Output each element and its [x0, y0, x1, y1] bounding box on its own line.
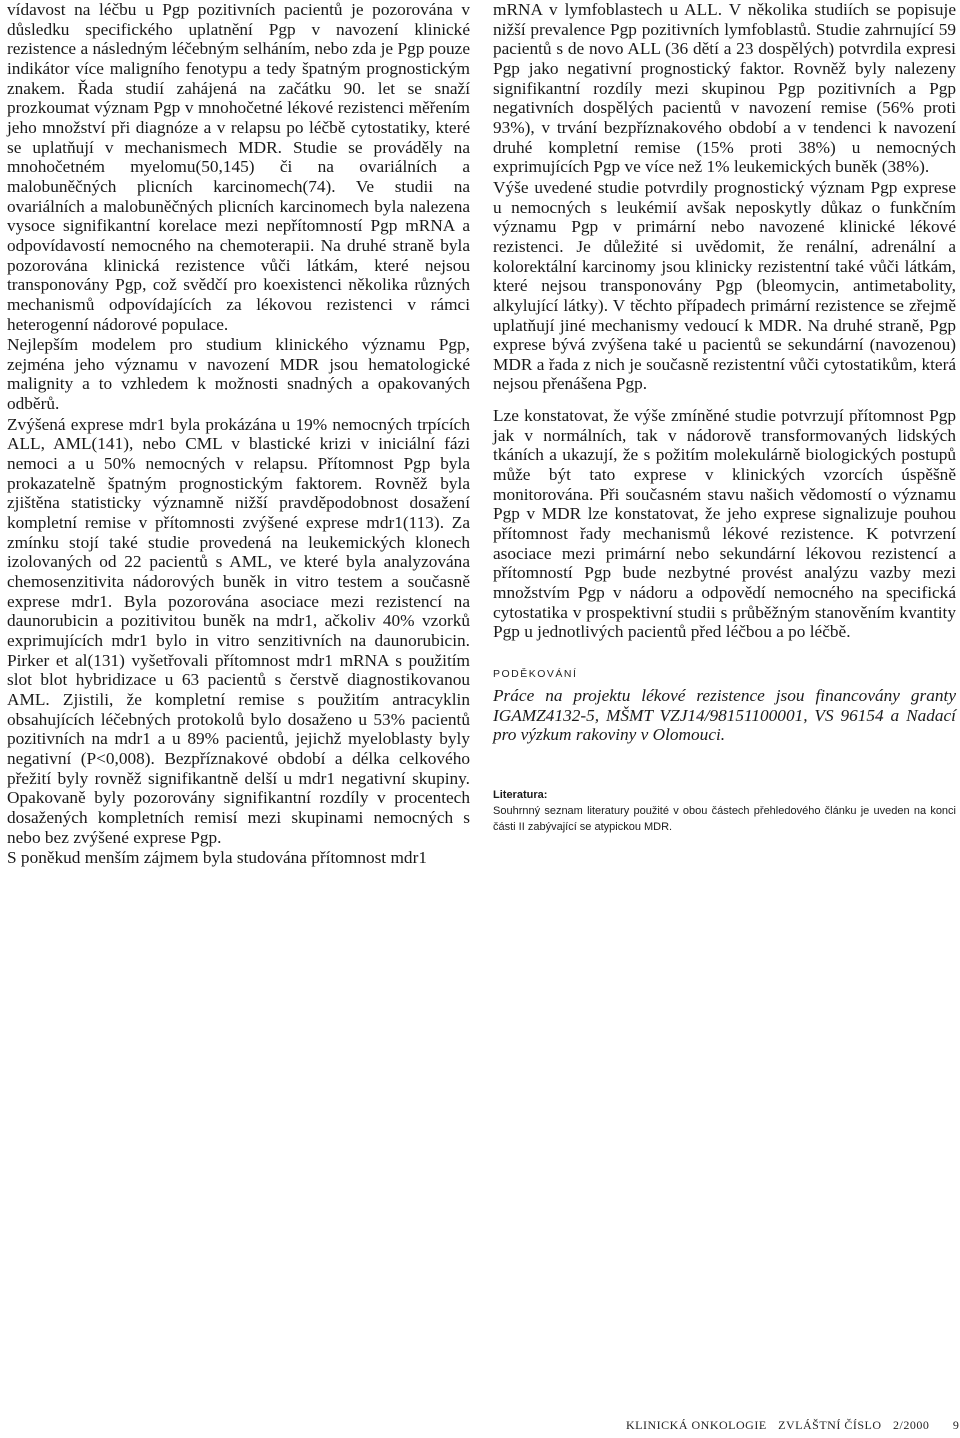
- right-column: [493, 0, 956, 835]
- paragraph: S poněkud menším zájmem byla studována přítomnost mdr1: [7, 848, 427, 868]
- literature-heading: Literatura:: [493, 788, 548, 801]
- paragraph: Lze konstatovat, že výše zmíněné studie potvrzují přítomnost Pgp jak v normálních, tak v nádorově transformovaných lidských tkáních a ukazují, že s požitím molekulárně biologických postupů může být tato exprese v klinických vzorcích úspěšně monitorována. Při současném stavu našich vědomostí o významu Pgp v MDR lze konstatovat, že jeho exprese signalizuje pouhou přítomnost řady mechanismů lékové rezistence. K potvrzení asociace mezi primární nebo sekundární lékovou rezistencí a přítomností Pgp bude nezbytné provést analýzu vazby mezi množstvím Pgp v nádoru a odpovědí nemocného na specifická cytostatika v prospektivní studii s průběžným stanověním kvantity Pgp u jednotlivých pacientů před léčbou a po léčbě.: [493, 406, 956, 642]
- paragraph: mRNA v lymfoblastech u ALL. V několika studiích se popisuje nižší prevalence Pgp pozitivních lymfoblastů. Studie zahrnující 59 pacientů s de novo ALL (36 dětí a 23 dospělých) potvrdila expresi Pgp jako negativní prognostický faktor. Rovněž byly nalezeny signifikantní rozdíly mezi skupinou Pgp pozitivních a Pgp negativních dospělých pacientů v navození remise (56% proti 93%), v trvání bezpříznakového období a v tendenci k navození druhé kompletní remise (15% proti 38%) u nemocných exprimujících Pgp ve více než 1% leukemických buněk (38%).: [493, 0, 956, 177]
- paragraph: vídavost na léčbu u Pgp pozitivních pacientů je pozorována v důsledku specifického uplatnění Pgp v navození klinické rezistence a následným léčebným selháním, nebo zda je Pgp pouze indikátor více maligního fenotypu a tedy špatným prognostickým znakem. Řada studií zahájená na začátku 90. let se snaží prozkoumat význam Pgp v mnohočetné lékové rezistenci měřením jeho množství při diagnóze a v relapsu po léčbě cytostatiky, které se uplatňují v mechanismech MDR. Studie se prováděly na mnohočetném myelomu(50,145) či na ovariálních a malobuněčných plicních karcinomech(74). Ve studii na ovariálních a malobuněčných plicních karcinomech byla nalezena vysoce signifikantní korelace mezi nepřítomností Pgp mRNA a odpovídavostí nemocného na chemoterapii. Na druhé straně byla pozorována klinická rezistence vůči látkám, které nejsou transponovány Pgp, což svědčí pro koexistenci několika různých mechanismů odpovídajících za lékovou rezistenci v rámci heterogenní nádorové populace.: [7, 0, 470, 334]
- acknowledgement-text: Práce na projektu lékové rezistence jsou financovány granty IGAMZ4132-5, MŠMT VZJ14/98151100001, VS 96154 a Nadací pro výzkum rakoviny v Olomouci.: [493, 686, 956, 745]
- paragraph: Zvýšená exprese mdr1 byla prokázána u 19% nemocných trpících ALL, AML(141), nebo CML v blastické krizi v iniciální fázi nemoci a u 50% nemocných v relapsu. Přítomnost Pgp byla prokazatelně špatným prognostickým faktorem. Rovněž byla zjištěna statisticky významně nižší pravděpodobnost dosažení kompletní remise v přítomnosti zvýšené exprese mdr1(113). Za zmínku stojí také studie provedená na leukemických klonech izolovaných od 22 pacientů s AML, ve které byla analyzována chemosenzitivita nádorových buněk in vitro testem a současně exprese mdr1. Byla pozorována asociace mezi rezistencí na daunorubicin a pozitivitou buněk na mdr1, ačkoliv 40% vzorků exprimujících mdr1 bylo in vitro senzitivních na daunorubicin. Pirker et al(131) vyšetřovali přítomnost mdr1 mRNA s použitím slot blot hybridizace u 63 pacientů s čerstvě diagnostikovanou AML. Zjistili, že kompletní remise s použitím antracyklin obsahujících léčebných protokolů bylo dosaženo u 53% pacientů pozitivních na mdr1 a u 89% pacientů, jejichž myeloblasty byly negativní (P<0,008). Bezpříznakové období a délka celkového přežití byly rovněž signifikantně delší u mdr1 negativní skupiny. Opakovaně byly pozorovány signifikantní rozdíly v procentech dosažených kompletních remisí mezi skupinami nemocných s nebo bez zvýšené exprese Pgp.: [7, 414, 470, 847]
- page-footer: [626, 1418, 960, 1433]
- paragraph: Nejlepším modelem pro studium klinického významu Pgp, zejména jeho významu v navození MDR jsou hematologické malignity a to vzhledem k možnosti snadných a opakovaných odběrů.: [7, 335, 470, 414]
- issue-label: ZVLÁŠTNÍ ČÍSLO: [778, 1418, 882, 1432]
- paragraph: Výše uvedené studie potvrdily prognostický význam Pgp exprese u nemocných s leukémií avšak neposkytly důkaz o funkčním významu Pgp v primární nebo navozené klinické lékové rezistenci. Je důležité si uvědomit, že renální, adrenální a kolorektální karcinomy jsou klinicky rezistentní také vůči látkám, které nejsou transponovány Pgp (bleomycin, antimetabolity, alkylující látky). V těchto případech primární rezistence se zřejmě uplatňují jiné mechanismy vedoucí k MDR. Na druhé straně, Pgp exprese bývá zvýšena také u pacientů se sekundární (navozenou) MDR a řada z nich je současně rezistentní vůči cytostatikům, která nejsou přenášena Pgp.: [493, 177, 956, 394]
- literature-text: Souhrnný seznam literatury použité v obou částech přehledového článku je uveden na konci části II zabývající se atypickou MDR.: [493, 804, 956, 833]
- page-number: 9: [952, 1418, 960, 1432]
- journal-name: KLINICKÁ ONKOLOGIE: [626, 1418, 767, 1432]
- acknowledgement-heading: PODĚKOVÁNÍ: [493, 668, 578, 680]
- left-column: [7, 0, 470, 868]
- issue-year: 2/2000: [892, 1418, 930, 1432]
